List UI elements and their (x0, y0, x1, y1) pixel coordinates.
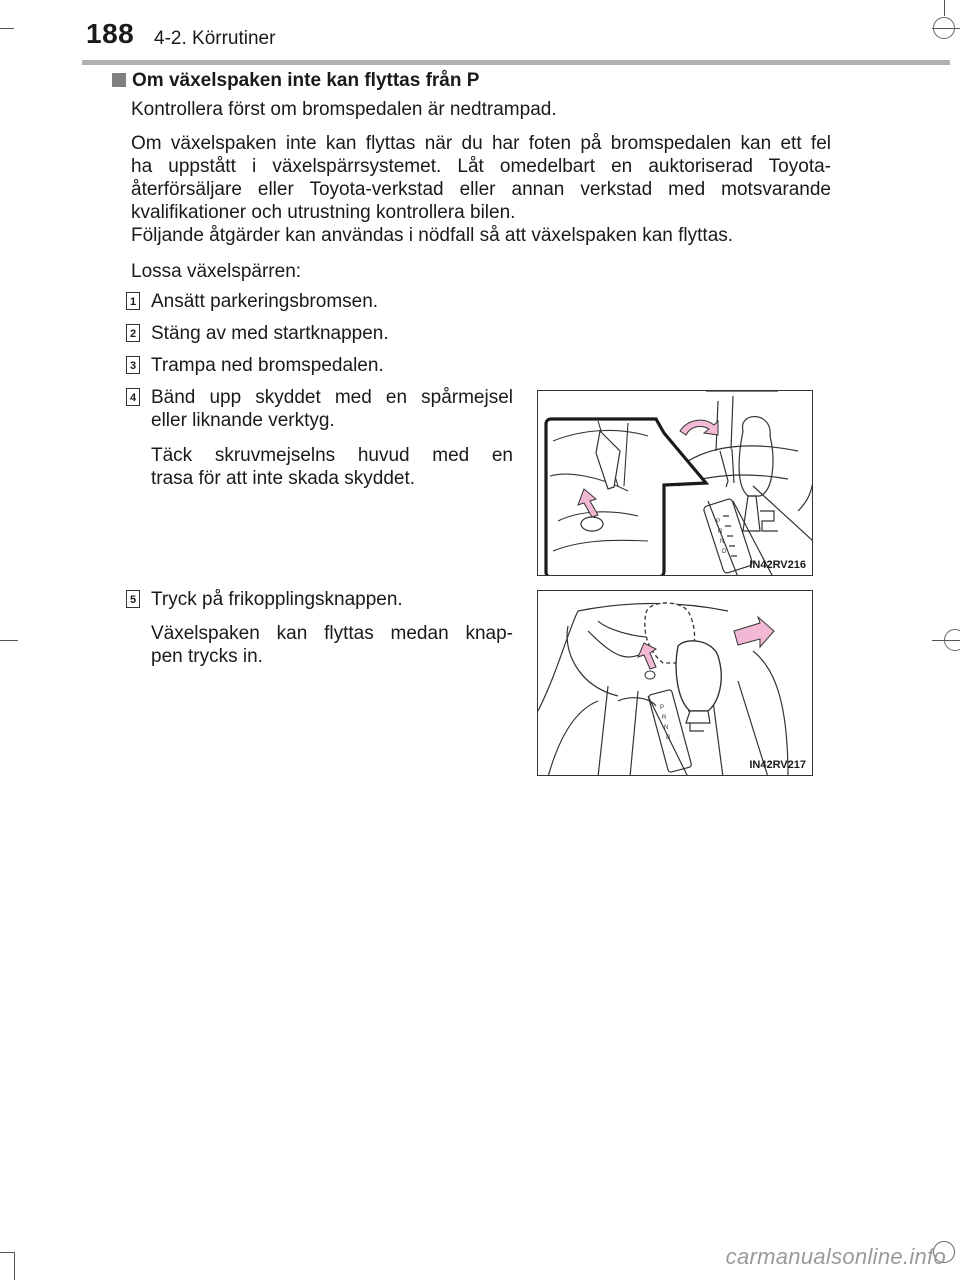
rotate-arrow-icon (680, 420, 718, 435)
step-number-badge: 2 (126, 324, 140, 342)
svg-text:D: D (666, 735, 671, 741)
svg-text:R: R (718, 529, 723, 535)
step-text: Trampa ned bromspedalen. (151, 355, 384, 376)
figure-code: IN42RV217 (749, 759, 806, 771)
body-line: kvalifikationer och utrustning kontrollera bilen. (131, 202, 516, 223)
svg-text:N: N (720, 539, 725, 545)
heading-text: Om växelspaken inte kan flyttas från P (132, 70, 480, 91)
shift-lever-release-illustration (538, 591, 813, 776)
step-text: Tryck på frikopplingsknappen. (151, 589, 403, 610)
svg-text:P: P (716, 519, 721, 525)
step-number-badge: 3 (126, 356, 140, 374)
release-button-icon (645, 671, 655, 679)
figure-code: IN42RV216 (749, 559, 806, 571)
step-note-line: pen trycks in. (151, 646, 263, 667)
header-rule (82, 60, 950, 65)
svg-text:D: D (722, 549, 727, 555)
step-4-note (151, 444, 513, 490)
step-note-line: Täck skruvmejselns huvud med en (151, 445, 513, 466)
step-line: Bänd upp skyddet med en spårmejsel (151, 387, 513, 408)
shift-lock-cover-illustration (538, 391, 813, 576)
step-number-badge: 5 (126, 590, 140, 608)
step-line: eller liknande verktyg. (151, 410, 335, 431)
section-title: 4-2. Körrutiner (154, 28, 276, 49)
release-label (131, 260, 831, 283)
crop-mark (0, 1252, 14, 1253)
svg-text:P: P (660, 705, 665, 711)
body-line: Följande åtgärder kan användas i nödfall så att växelspaken kan flyttas. (131, 225, 734, 246)
step-number-badge: 4 (126, 388, 140, 406)
intro-text: Kontrollera först om bromspedalen är nedtrampad. (131, 99, 557, 120)
step-text: Ansätt parkeringsbromsen. (151, 291, 379, 312)
figure-pry-cover (537, 390, 813, 576)
svg-text:R: R (662, 715, 667, 721)
step-5-note (151, 622, 513, 668)
crop-mark (14, 1252, 15, 1280)
bullet-square-icon (112, 73, 126, 87)
svg-text:N: N (664, 725, 669, 731)
step-text: Stäng av med startknappen. (151, 323, 389, 344)
shift-knob-icon (676, 641, 721, 711)
registration-mark-icon (944, 629, 960, 651)
crop-mark (0, 28, 14, 29)
step-4-text (151, 386, 513, 432)
page-number: 188 (86, 18, 135, 49)
body-paragraph (131, 132, 831, 247)
step-number-badge: 1 (126, 292, 140, 310)
crop-mark (0, 640, 18, 641)
intro-paragraph (131, 98, 831, 121)
registration-mark-icon (933, 17, 955, 39)
body-line: ha uppstått i växelspärrsystemet. Låt omedelbart en auktoriserad Toyota- (131, 156, 831, 177)
watermark: carmanualsonline.info (725, 1244, 946, 1269)
body-line: Om växelspaken inte kan flyttas när du har foten på bromspedalen kan ett fel (131, 133, 831, 154)
step-note-line: Växelspaken kan flyttas medan knap- (151, 623, 513, 644)
cover-ellipse (581, 517, 603, 531)
step-note-line: trasa för att inte skada skyddet. (151, 468, 416, 489)
subsection-heading (112, 70, 479, 92)
release-label-text: Lossa växelspärren: (131, 261, 302, 282)
figure-release-button (537, 590, 813, 776)
body-line: återförsäljare eller Toyota-verkstad eller annan verkstad med motsvarande (131, 179, 831, 200)
crop-mark (944, 0, 945, 16)
